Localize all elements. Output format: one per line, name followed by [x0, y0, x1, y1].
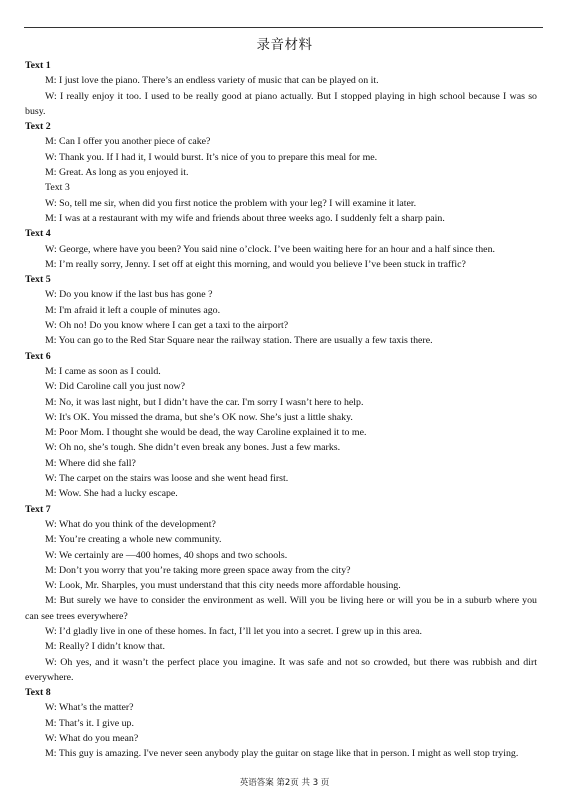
section-heading: Text 1: [25, 60, 51, 71]
dialogue-line: M: I was at a restaurant with my wife and friends about three weeks ago. I suddenly felt a sharp pain.: [45, 212, 445, 224]
dialogue-line: W: What do you think of the development?: [45, 518, 216, 530]
dialogue-line: M: That’s it. I give up.: [45, 717, 134, 729]
dialogue-line: W: Oh no! Do you know where I can get a taxi to the airport?: [45, 320, 289, 332]
dialogue-line: M: Wow. She had a lucky escape.: [45, 488, 178, 500]
dialogue-line: W: I really enjoy it too. I used to be really good at piano actually. But I stopped playing in high school because I was so busy.: [25, 90, 537, 117]
dialogue-line: W: George, where have you been? You said nine o’clock. I’ve been waiting here for an hour and a half since then.: [45, 243, 495, 255]
dialogue-line: W: I’d gladly live in one of these homes. In fact, I’ll let you into a secret. I grew up in this area.: [45, 625, 422, 637]
section-heading: Text 6: [25, 350, 51, 362]
dialogue-line: W: Did Caroline call you just now?: [45, 381, 186, 393]
dialogue-line: M: I'm afraid it left a couple of minutes ago.: [45, 304, 221, 316]
dialogue-line: M: Really? I didn’t know that.: [45, 641, 165, 653]
page-title: 录音材料: [256, 37, 313, 53]
transcript-body: [25, 58, 537, 762]
dialogue-line: W: Oh yes, and it wasn’t the perfect place you imagine. It was safe and not so crowded, but there was rubbish and dirt everywhere.: [25, 656, 537, 683]
dialogue-line: W: Look, Mr. Sharples, you must understand that this city needs more affordable housing.: [45, 580, 401, 592]
dialogue-line: W: Thank you. If I had it, I would burst. It’s nice of you to prepare this meal for me.: [45, 151, 378, 163]
section-heading: Text 7: [25, 503, 51, 515]
dialogue-line: M: But surely we have to consider the environment as well. Will you be living here or will you be in a suburb where you can see trees everywhere?: [25, 595, 537, 622]
dialogue-line: W: It's OK. You missed the drama, but she’s OK now. She’s just a little shaky.: [45, 411, 353, 423]
dialogue-line: M: This guy is amazing. I've never seen anybody play the guitar on stage like that in person. I might as well stop trying.: [45, 748, 519, 760]
dialogue-line: M: Where did she fall?: [45, 457, 136, 469]
dialogue-line: M: I’m really sorry, Jenny. I set off at eight this morning, and would you believe I’ve been stuck in traffic?: [45, 258, 466, 270]
dialogue-line: M: You can go to the Red Star Square near the railway station. There are usually a few taxis there.: [45, 335, 433, 347]
dialogue-line: M: I came as soon as I could.: [45, 365, 161, 377]
dialogue-line: W: What’s the matter?: [45, 702, 134, 714]
section-heading: Text 2: [25, 121, 51, 133]
dialogue-line: M: Don’t you worry that you’re taking more green space away from the city?: [45, 564, 351, 576]
section-heading: Text 5: [25, 274, 51, 286]
dialogue-line: M: I just love the piano. There’s an endless variety of music that can be played on it.: [45, 75, 379, 87]
section-heading: Text 4: [25, 228, 51, 240]
top-rule: [24, 27, 543, 28]
dialogue-line: W: Do you know if the last bus has gone ?: [45, 289, 213, 301]
dialogue-line: W: What do you mean?: [45, 733, 139, 745]
dialogue-line: W: So, tell me sir, when did you first notice the problem with your leg? I will examine it later.: [45, 197, 417, 209]
dialogue-line: W: We certainly are —400 homes, 40 shops and two schools.: [45, 549, 288, 561]
section-heading: Text 8: [25, 687, 51, 699]
dialogue-line: W: Oh no, she’s tough. She didn’t even break any bones. Just a few marks.: [45, 442, 341, 454]
dialogue-line: M: No, it was last night, but I didn’t have the car. I'm sorry I wasn’t here to help.: [45, 396, 364, 408]
dialogue-line: M: Poor Mom. I thought she would be dead, the way Caroline explained it to me.: [45, 427, 367, 439]
dialogue-line: M: Great. As long as you enjoyed it.: [45, 167, 189, 179]
dialogue-line: W: The carpet on the stairs was loose and she went head first.: [45, 473, 289, 485]
dialogue-line: M: You’re creating a whole new community.: [45, 534, 222, 546]
section-heading: Text 3: [45, 182, 70, 194]
dialogue-line: M: Can I offer you another piece of cake?: [45, 136, 211, 148]
page-footer: 英语答案 第2页 共 3 页: [239, 778, 330, 788]
